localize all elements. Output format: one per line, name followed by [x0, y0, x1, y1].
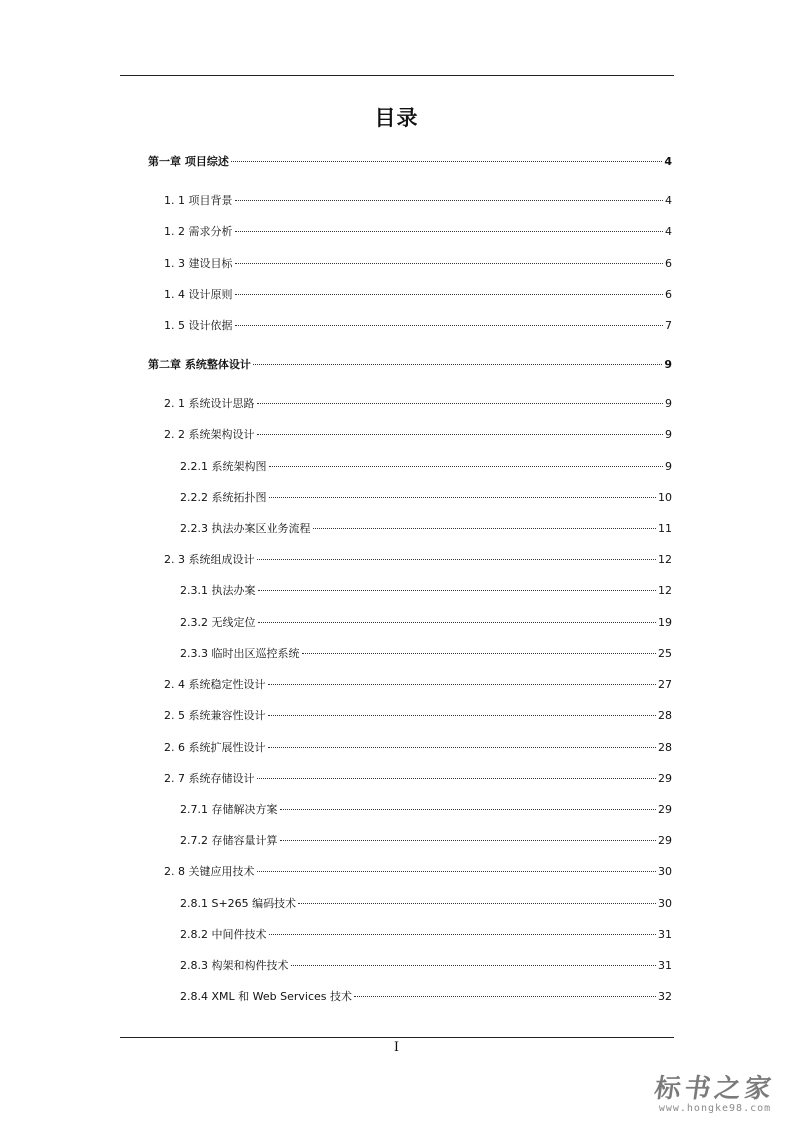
toc-leader-dots	[235, 231, 664, 232]
toc-entry[interactable]	[180, 990, 672, 1004]
toc-entry-label: 2. 3 系统组成设计	[164, 553, 255, 566]
toc-entry-label: 2.3.2 无线定位	[180, 616, 256, 629]
toc-entry[interactable]	[164, 428, 672, 442]
toc-entry-label: 2.7.2 存储容量计算	[180, 834, 278, 847]
toc-leader-dots	[257, 403, 664, 404]
toc-entry-label: 2.3.3 临时出区巡控系统	[180, 647, 300, 660]
toc-leader-dots	[268, 715, 657, 716]
toc-entry[interactable]	[164, 553, 672, 567]
toc-entry-page: 27	[658, 678, 672, 691]
toc-entry[interactable]	[164, 288, 672, 302]
toc-leader-dots	[257, 434, 664, 435]
toc-leader-dots	[302, 653, 657, 654]
toc-entry-label: 2. 2 系统架构设计	[164, 428, 255, 441]
toc-entry-page: 7	[665, 319, 672, 332]
toc-leader-dots	[235, 325, 664, 326]
watermark-logo: 标书之家	[652, 1074, 777, 1104]
toc-entry-label: 1. 2 需求分析	[164, 225, 233, 238]
toc-entry-page: 6	[665, 257, 672, 270]
toc-entry[interactable]	[180, 647, 672, 661]
toc-entry-page: 4	[665, 194, 672, 207]
toc-entry-page: 30	[658, 865, 672, 878]
toc-leader-dots	[257, 778, 657, 779]
toc-entry-label: 1. 3 建设目标	[164, 257, 233, 270]
toc-entry[interactable]	[164, 772, 672, 786]
watermark-url: www.hongke98.com	[658, 1103, 772, 1114]
toc-entry-label: 2.8.4 XML 和 Web Services 技术	[180, 990, 352, 1003]
toc-entry-page: 6	[665, 288, 672, 301]
toc-leader-dots	[258, 590, 657, 591]
toc-entry[interactable]	[180, 959, 672, 973]
toc-leader-dots	[253, 364, 663, 365]
toc-entry-label: 2.8.1 S+265 编码技术	[180, 897, 297, 910]
toc-leader-dots	[268, 747, 657, 748]
toc-entry-label: 2.2.1 系统架构图	[180, 460, 267, 473]
toc-entry[interactable]	[180, 928, 672, 942]
footer-rule	[120, 1037, 674, 1038]
toc-leader-dots	[257, 559, 657, 560]
toc-title: 目录	[374, 106, 419, 130]
toc-entry-label: 2. 4 系统稳定性设计	[164, 678, 266, 691]
toc-entry-label: 2. 6 系统扩展性设计	[164, 741, 266, 754]
toc-entry[interactable]	[164, 397, 672, 411]
toc-entry-label: 2.2.2 系统拓扑图	[180, 491, 267, 504]
toc-entry-page: 30	[658, 897, 672, 910]
toc-entry-page: 12	[658, 553, 672, 566]
toc-entry-page: 4	[664, 155, 672, 168]
toc-entry-label: 2.8.3 构架和构件技术	[180, 959, 289, 972]
toc-entry-label: 第一章 项目综述	[148, 155, 229, 168]
toc-entry[interactable]	[180, 897, 672, 911]
toc-entry-page: 10	[658, 491, 672, 504]
toc-entry[interactable]	[164, 709, 672, 723]
toc-entry[interactable]	[180, 460, 672, 474]
toc-entry[interactable]	[180, 522, 672, 536]
toc-entry-page: 9	[665, 460, 672, 473]
toc-leader-dots	[298, 903, 656, 904]
toc-entry[interactable]	[164, 741, 672, 755]
toc-entry-page: 19	[658, 616, 672, 629]
toc-entry[interactable]	[180, 834, 672, 848]
toc-entry-label: 1. 5 设计依据	[164, 319, 233, 332]
page-number: I	[393, 1040, 400, 1055]
toc-leader-dots	[269, 466, 664, 467]
toc-entry-page: 9	[665, 397, 672, 410]
toc-entry[interactable]	[180, 584, 672, 598]
toc-leader-dots	[291, 965, 657, 966]
toc-entry[interactable]	[164, 257, 672, 271]
toc-leader-dots	[257, 871, 657, 872]
watermark	[652, 1068, 777, 1114]
toc-entry[interactable]	[180, 803, 672, 817]
toc-entry-page: 31	[658, 928, 672, 941]
toc-leader-dots	[280, 840, 657, 841]
toc-leader-dots	[313, 528, 657, 529]
toc-entry-label: 2.3.1 执法办案	[180, 584, 256, 597]
toc-entry-page: 28	[658, 741, 672, 754]
toc-entry[interactable]	[148, 358, 672, 372]
toc-leader-dots	[235, 263, 664, 264]
toc-entry-label: 2. 5 系统兼容性设计	[164, 709, 266, 722]
toc-leader-dots	[235, 200, 664, 201]
toc-leader-dots	[268, 684, 657, 685]
toc-entry[interactable]	[180, 616, 672, 630]
toc-entry[interactable]	[180, 491, 672, 505]
toc-entry-page: 31	[658, 959, 672, 972]
toc-entry-label: 2. 7 系统存储设计	[164, 772, 255, 785]
toc-entry-page: 28	[658, 709, 672, 722]
toc-entry[interactable]	[148, 155, 672, 169]
toc-entry[interactable]	[164, 678, 672, 692]
toc-entry-label: 2.8.2 中间件技术	[180, 928, 267, 941]
toc-leader-dots	[354, 996, 656, 997]
toc-entry-label: 2.7.1 存储解决方案	[180, 803, 278, 816]
toc-entry-page: 29	[658, 834, 672, 847]
toc-entry-page: 12	[658, 584, 672, 597]
toc-leader-dots	[280, 809, 657, 810]
toc-entry[interactable]	[164, 865, 672, 879]
toc-leader-dots	[258, 622, 657, 623]
toc-entry-label: 1. 4 设计原则	[164, 288, 233, 301]
toc-entry-label: 2.2.3 执法办案区业务流程	[180, 522, 311, 535]
toc-entry-page: 9	[664, 358, 672, 371]
toc-entry-page: 4	[665, 225, 672, 238]
toc-leader-dots	[269, 934, 657, 935]
toc-entry-page: 29	[658, 803, 672, 816]
toc-entry-page: 29	[658, 772, 672, 785]
toc-entry-label: 1. 1 项目背景	[164, 194, 233, 207]
toc-entry-page: 11	[658, 522, 672, 535]
toc-leader-dots	[269, 497, 657, 498]
toc-entry-label: 第二章 系统整体设计	[148, 358, 251, 371]
toc-leader-dots	[235, 294, 664, 295]
toc-entry-label: 2. 8 关键应用技术	[164, 865, 255, 878]
toc-entry[interactable]	[164, 225, 672, 239]
toc-entry-label: 2. 1 系统设计思路	[164, 397, 255, 410]
toc-entry[interactable]	[164, 319, 672, 333]
toc-entry[interactable]	[164, 194, 672, 208]
toc-entry-page: 9	[665, 428, 672, 441]
toc-leader-dots	[231, 161, 663, 162]
toc-entry-page: 32	[658, 990, 672, 1003]
toc-entry-page: 25	[658, 647, 672, 660]
